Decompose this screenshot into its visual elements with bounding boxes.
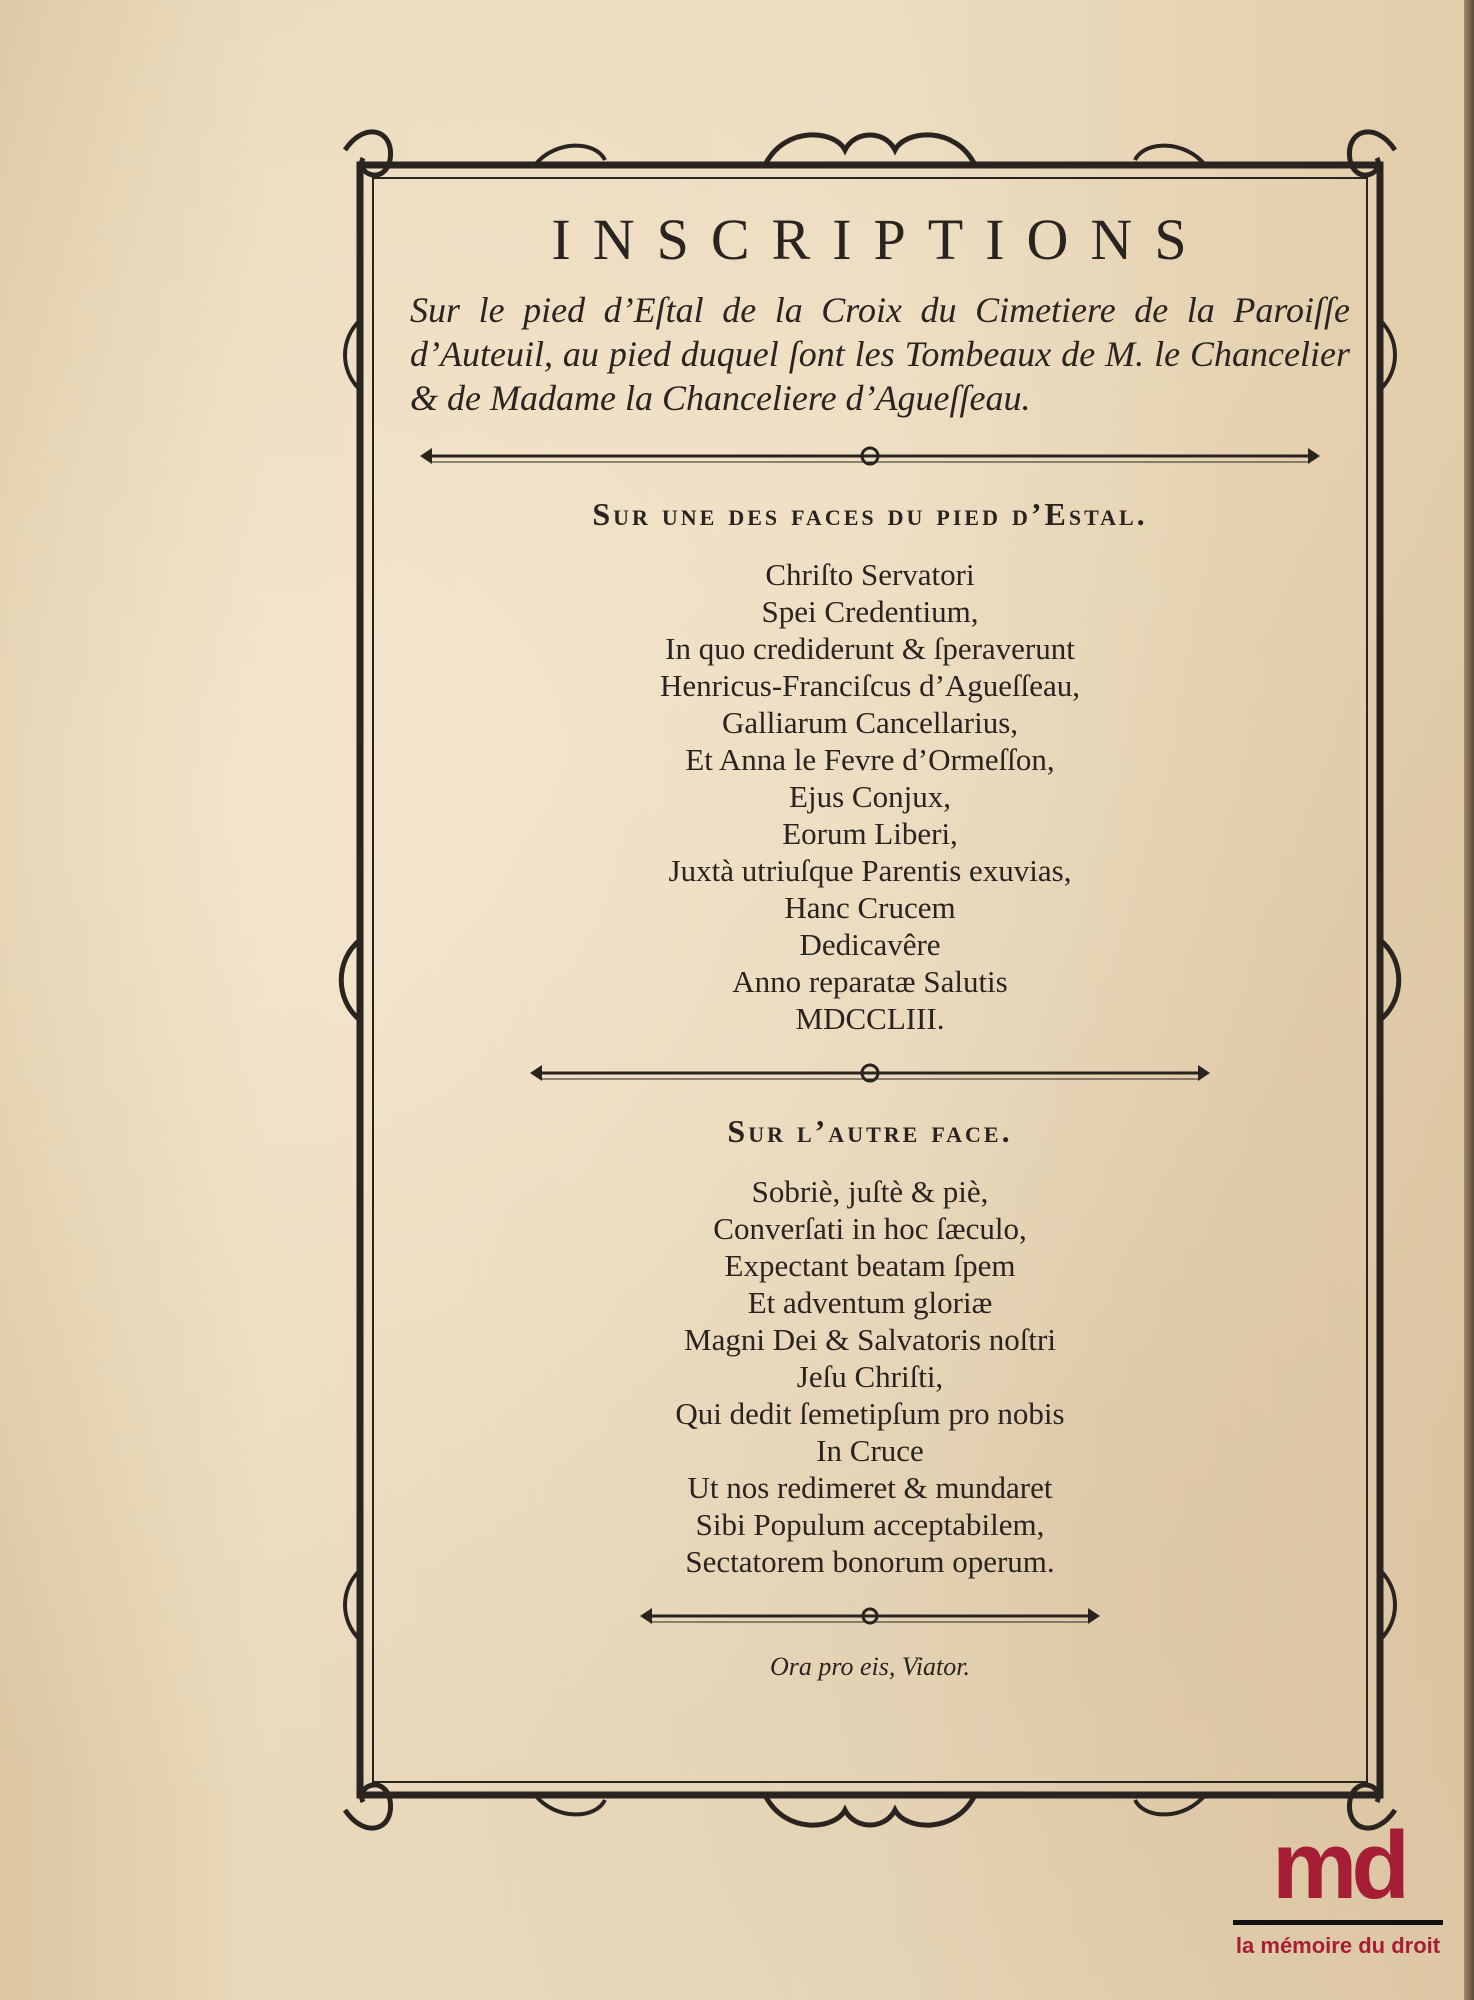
section1-inscription <box>380 556 1360 1037</box>
publisher-logo <box>1228 1812 1448 1986</box>
ornament-rule-1 <box>420 444 1320 468</box>
inscription-line: Ejus Conjux, <box>789 779 951 814</box>
inscription-line: Sibi Populum acceptabilem, <box>695 1507 1045 1542</box>
ornament-rule-3 <box>640 1604 1100 1628</box>
inscription-line: Expectant beatam ſpem <box>724 1248 1016 1283</box>
inscription-line: Chriſto Servatori <box>765 557 975 592</box>
inscription-line: In Cruce <box>816 1433 924 1468</box>
inscription-line: Jeſu Chriſti, <box>796 1359 944 1394</box>
inscription-line: Ut nos redimeret & mundaret <box>687 1470 1053 1505</box>
logo-bar <box>1233 1920 1443 1925</box>
section2-inscription <box>380 1173 1360 1580</box>
inscription-line: Qui dedit ſemetipſum pro nobis <box>675 1396 1065 1431</box>
inscription-line: Eorum Liberi, <box>782 816 958 851</box>
inscription-line: Converſati in hoc ſæculo, <box>713 1211 1027 1246</box>
inscription-line: Et Anna le Fevre d’Ormeſſon, <box>685 742 1055 777</box>
page-edge <box>1464 0 1474 2000</box>
logo-mark: md <box>1272 1812 1404 1919</box>
ornament-rule-2 <box>530 1061 1210 1085</box>
section2-heading: Sur l’autre face. <box>727 1113 1013 1149</box>
page-title: INSCRIPTIONS <box>551 207 1209 272</box>
page-content <box>380 190 1360 1708</box>
inscription-line: Hanc Crucem <box>784 890 956 925</box>
inscription-line: Sectatorem bonorum operum. <box>685 1544 1055 1579</box>
inscription-line: Spei Credentium, <box>761 594 979 629</box>
inscription-line: Sobriè, juſtè & piè, <box>751 1174 989 1209</box>
inscription-line: Anno reparatæ Salutis <box>732 964 1008 999</box>
inscription-line: In quo crediderunt & ſperaverunt <box>665 631 1075 666</box>
closing-line: Ora pro eis, Viator. <box>769 1652 971 1681</box>
inscription-line: Magni Dei & Salvatoris noſtri <box>684 1322 1056 1357</box>
inscription-line: Juxtà utriuſque Parentis exuvias, <box>668 853 1072 888</box>
logo-text: la mémoire du droit <box>1235 1933 1441 1958</box>
inscription-line: Henricus-Franciſcus d’Agueſſeau, <box>659 668 1081 703</box>
inscription-line: Galliarum Cancellarius, <box>721 705 1019 740</box>
inscription-line: MDCCLIII. <box>795 1001 945 1036</box>
inscription-line: Dedicavêre <box>799 927 941 962</box>
page-subtitle: Sur le pied d’Eſtal de la Croix du Cimetiere de la Paroiſſe d’Auteuil, au pied duquel ſont les Tombeaux de M. le Chancelier & de Madame la Chanceliere d’Agueſſeau. <box>410 290 1350 418</box>
inscription-line: Et adventum gloriæ <box>747 1285 993 1320</box>
section1-heading: Sur une des faces du pied d’Estal. <box>592 496 1148 532</box>
